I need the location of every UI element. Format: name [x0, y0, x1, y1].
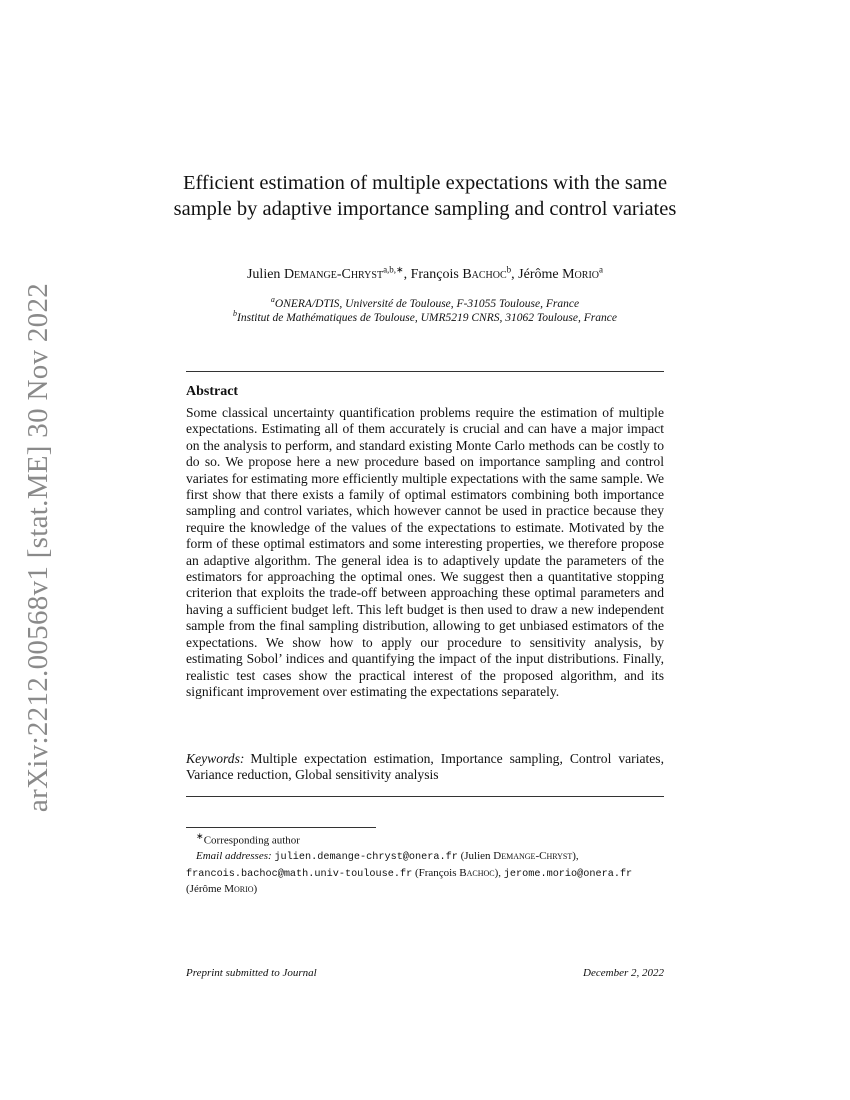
abstract-bottom-rule — [186, 796, 664, 797]
abstract-top-rule — [186, 371, 664, 372]
email-line-2: francois.bachoc@math.univ-toulouse.fr (François Bachoc), jerome.morio@onera.fr — [186, 866, 633, 880]
email-line-1: Email addresses: julien.demange-chryst@onera.fr (Julien Demange-Chryst), — [196, 850, 579, 864]
keywords-text: Multiple expectation estimation, Importance sampling, Control variates, Variance reduction, Global sensitivity analysis — [186, 751, 664, 783]
affiliation-b: $^b$Institut de Mathématiques de Toulouse, UMR5219 CNRS, 31062 Toulouse, France — [233, 309, 617, 324]
author-3: Jérôme Morio$^a$ — [518, 264, 604, 282]
footnote-rule — [186, 827, 376, 828]
arxiv-identifier: arXiv:2212.00568v1 [stat.ME] 30 Nov 2022 — [22, 282, 55, 813]
email-link[interactable]: julien.demange-chryst@onera.fr — [274, 852, 458, 864]
email-line-3: (Jérôme Morio) — [186, 883, 258, 896]
corresponding-note: ∗Corresponding author — [196, 831, 300, 847]
keywords — [186, 751, 664, 784]
paper-title: Efficient estimation of multiple expectations with the same sample by adaptive importance sampling and control variates — [173, 172, 677, 220]
email-link[interactable]: jerome.morio@onera.fr — [503, 868, 633, 880]
author-list — [150, 264, 700, 283]
arxiv-side-stamp — [14, 282, 64, 813]
email-link[interactable]: francois.bachoc@math.univ-toulouse.fr — [186, 868, 413, 880]
keywords-label: Keywords: — [186, 751, 245, 766]
affiliation-a: $^a$ONERA/DTIS, Université de Toulouse, F-31055 Toulouse, France — [270, 295, 580, 310]
abstract-heading: Abstract — [186, 384, 239, 399]
author-2: François Bachoc$^b$, — [410, 264, 519, 282]
footer-right: December 2, 2022 — [583, 967, 664, 979]
footer-left: Preprint submitted to Journal — [186, 967, 317, 979]
author-1: Julien Demange-Chryst$^{a,b,∗}$, — [246, 264, 411, 282]
footnote — [186, 829, 664, 898]
abstract-body: Some classical uncertainty quantification problems require the estimation of multiple expectations. Estimating all of them accurately is crucial and can have a major impact on the analysis to perform, and standard existing Monte Carlo methods can be costly to do so. We propose here a new procedure based on importance sampling and control variates for estimating more efficiently multiple expectations with the same sample. We first show that there exists a family of optimal estimators combining both importance sampling and control variates, which however cannot be used in practice because they require the knowledge of the values of the expectations to estimate. Motivated by the form of these optimal estimators and some interesting properties, we therefore propose an adaptive algorithm. The general idea is to adaptively update the parameters of the estimators for approaching the optimal ones. We suggest then a quantitative stopping criterion that exploits the trade-off between approaching these optimal parameters and having a sufficient budget left. This left budget is then used to draw a new independent sample from the final sampling distribution, allowing to get unbiased estimators of the expectations. We show how to apply our procedure to sensitivity analysis, by estimating Sobol’ indices and quantifying the impact of the input distributions. Finally, realistic test cases show the practical interest of the proposed algorithm, and its significant improvement over estimating the expectations separately. — [186, 405, 664, 699]
